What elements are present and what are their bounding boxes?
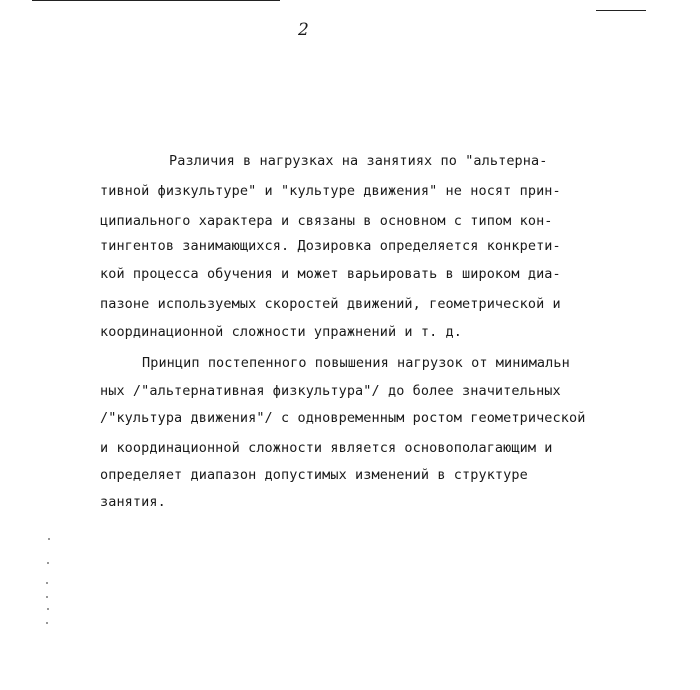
text-line: /"культура движения"/ с одновременным ростом геометрической bbox=[100, 410, 586, 426]
text-line: кой процесса обучения и может варьировать в широком диа- bbox=[100, 266, 561, 282]
text-line: Принцип постепенного повышения нагрузок от минимальн bbox=[142, 355, 570, 371]
scan-speck bbox=[46, 622, 48, 624]
text-line: тингентов занимающихся. Дозировка определяется конкрети- bbox=[100, 238, 561, 254]
text-line: ных /"альтернативная физкультура"/ до более значительных bbox=[100, 383, 561, 399]
scan-speck bbox=[47, 562, 49, 564]
text-line: координационной сложности упражнений и т. д. bbox=[100, 324, 463, 340]
text-line: Различия в нагрузках на занятиях по "альтерна- bbox=[169, 153, 548, 169]
text-line: ципиального характера и связаны в основном с типом кон- bbox=[100, 213, 553, 229]
scan-speck bbox=[48, 538, 50, 540]
scan-speck bbox=[47, 608, 49, 610]
text-line: и координационной сложности является основополагающим и bbox=[100, 440, 553, 456]
page-number: 2 bbox=[298, 20, 309, 40]
text-line: занятия. bbox=[100, 494, 166, 510]
text-line: пазоне используемых скоростей движений, геометрической и bbox=[100, 296, 561, 312]
text-line: тивной физкультуре" и "культуре движения" не носят прин- bbox=[100, 183, 561, 199]
scan-speck bbox=[46, 582, 48, 584]
scan-speck bbox=[46, 596, 48, 598]
scan-edge-line-right bbox=[596, 10, 646, 11]
text-line: определяет диапазон допустимых изменений в структуре bbox=[100, 467, 528, 483]
scan-edge-line-left bbox=[32, 0, 280, 1]
